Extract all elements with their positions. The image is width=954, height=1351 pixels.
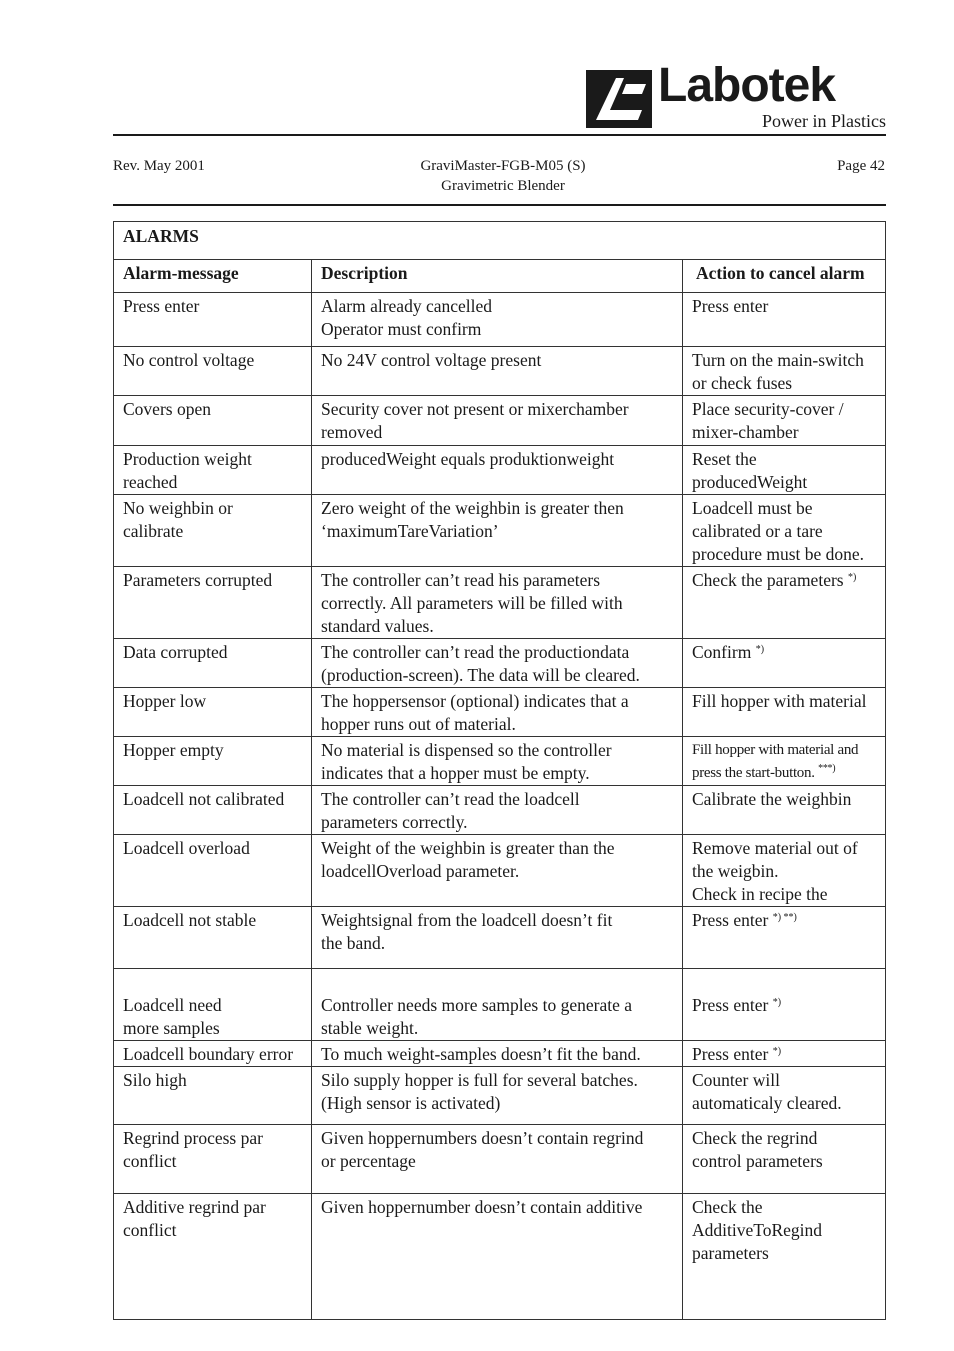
cell-line: Reset the [692, 449, 757, 469]
alarm-message-cell [114, 688, 312, 737]
cell-line: Loadcell not calibrated [123, 789, 285, 809]
cell-line: Parameters corrupted [123, 570, 273, 590]
action-cell [683, 688, 886, 737]
alarm-message-cell [114, 907, 312, 969]
alarm-message-cell [114, 347, 312, 396]
cell-line: Check the parameters *) [692, 570, 857, 590]
cell-line: (production-screen). The data will be cleared. [321, 665, 640, 685]
footnote-marker: *) [755, 644, 765, 655]
cell-line: Covers open [123, 399, 211, 419]
cell-line: Production weight [123, 449, 252, 469]
table-row [114, 1041, 886, 1067]
cell-line: press the start-button. ***) [692, 763, 836, 781]
column-header-description: Description [312, 260, 683, 293]
cell-line: conflict [123, 1151, 177, 1171]
action-cell [683, 786, 886, 835]
cell-line: Alarm already cancelled [321, 296, 493, 316]
cell-line: The controller can’t read his parameters [321, 570, 601, 590]
cell-line: Check the [692, 1197, 763, 1217]
cell-line: or check fuses [692, 373, 793, 393]
logo-tagline: Power in Plastics [762, 111, 886, 131]
alarm-message-cell [114, 639, 312, 688]
cell-line: Press enter [123, 296, 200, 316]
footnote-marker: *) [772, 1046, 782, 1057]
cell-line: (High sensor is activated) [321, 1093, 501, 1113]
description-cell [312, 495, 683, 567]
alarm-message-cell [114, 969, 312, 1041]
table-row [114, 639, 886, 688]
cell-line: Hopper low [123, 691, 207, 711]
cell-line: Given hoppernumbers doesn’t contain regrind [321, 1128, 644, 1148]
revision-date: Rev. May 2001 [113, 158, 205, 174]
cell-line: Weight of the weighbin is greater than the [321, 838, 615, 858]
cell-line: Confirm *) [692, 642, 765, 662]
cell-line: Fill hopper with material [692, 691, 867, 711]
cell-line: Security cover not present or mixerchamber [321, 399, 629, 419]
cell-line: producedWeight [692, 472, 808, 492]
alarm-message-cell [114, 495, 312, 567]
description-cell [312, 567, 683, 639]
action-cell [683, 1041, 886, 1067]
description-cell [312, 347, 683, 396]
cell-line: Hopper empty [123, 740, 224, 760]
cell-line: The controller can’t read the productiondata [321, 642, 630, 662]
cell-line: No control voltage [123, 350, 255, 370]
alarm-message-cell [114, 293, 312, 347]
description-cell [312, 969, 683, 1041]
footnote-marker: ***) [818, 763, 836, 774]
cell-line: Silo supply hopper is full for several batches. [321, 1070, 638, 1090]
cell-line: calibrate [123, 521, 184, 541]
description-cell [312, 737, 683, 786]
cell-line: AdditiveToRegind [692, 1220, 823, 1240]
description-cell [312, 639, 683, 688]
action-cell [683, 1194, 886, 1320]
cell-line: more samples [123, 1018, 220, 1038]
header-bottom-rule [113, 204, 886, 206]
cell-line: Controller needs more samples to generate a [321, 995, 633, 1015]
description-cell [312, 293, 683, 347]
footnote-marker: *) **) [772, 912, 797, 923]
alarm-message-cell [114, 1194, 312, 1320]
description-cell [312, 446, 683, 495]
action-cell [683, 969, 886, 1041]
cell-line: Press enter *) [692, 995, 782, 1015]
cell-line: the weigbin. [692, 861, 779, 881]
description-cell [312, 1041, 683, 1067]
cell-line: Remove material out of [692, 838, 858, 858]
cell-line: hopper runs out of material. [321, 714, 516, 734]
table-row [114, 786, 886, 835]
cell-line: Press enter *) **) [692, 910, 797, 930]
description-cell [312, 1067, 683, 1125]
cell-line: calibrated or a tare [692, 521, 823, 541]
cell-line: Check in recipe the [692, 884, 828, 904]
cell-line: Data corrupted [123, 642, 228, 662]
alarms-table [113, 221, 886, 1320]
table-row [114, 347, 886, 396]
cell-line [321, 971, 678, 994]
description-cell [312, 1194, 683, 1320]
cell-line: the band. [321, 933, 386, 953]
cell-line: Operator must confirm [321, 319, 482, 339]
cell-line: No weighbin or [123, 498, 233, 518]
alarm-message-cell [114, 737, 312, 786]
cell-line: producedWeight equals produktionweight [321, 449, 615, 469]
cell-line: Calibrate the weighbin [692, 789, 852, 809]
cell-line: parameters [692, 1243, 769, 1263]
table-title-row [114, 222, 886, 260]
alarm-message-cell [114, 567, 312, 639]
cell-line: conflict [123, 1220, 177, 1240]
cell-line: Check the regrind [692, 1128, 818, 1148]
cell-line: Additive regrind par [123, 1197, 266, 1217]
cell-line: Fill hopper with material and [692, 742, 859, 758]
table-row [114, 446, 886, 495]
cell-line: The controller can’t read the loadcell [321, 789, 580, 809]
cell-line: Place security-cover / [692, 399, 844, 419]
document-title: GraviMaster-FGB-M05 (S) [420, 158, 586, 174]
cell-line: control parameters [692, 1151, 823, 1171]
cell-line: Press enter *) [692, 1044, 782, 1064]
cell-line: To much weight-samples doesn’t fit the band. [321, 1044, 641, 1064]
alarm-message-cell [114, 1125, 312, 1194]
alarm-message-cell [114, 396, 312, 446]
cell-line: Silo high [123, 1070, 187, 1090]
footnote-marker: *) [847, 572, 857, 583]
table-row [114, 1067, 886, 1125]
action-cell [683, 293, 886, 347]
alarm-message-cell [114, 835, 312, 907]
cell-line: Counter will [692, 1070, 780, 1090]
cell-line: Press enter [692, 296, 769, 316]
cell-line: ‘maximumTareVariation’ [321, 521, 499, 541]
cell-line: Turn on the main-switch [692, 350, 864, 370]
column-header-alarm-message: Alarm-message [114, 260, 312, 293]
action-cell [683, 835, 886, 907]
description-cell [312, 688, 683, 737]
table-row [114, 1194, 886, 1320]
table-row [114, 969, 886, 1041]
cell-line: Loadcell need [123, 995, 222, 1015]
cell-line: Loadcell not stable [123, 910, 257, 930]
cell-line: removed [321, 422, 383, 442]
description-cell [312, 907, 683, 969]
cell-line [692, 971, 881, 994]
alarm-message-cell [114, 446, 312, 495]
cell-line: loadcellOverload parameter. [321, 861, 520, 881]
alarm-message-cell [114, 1067, 312, 1125]
cell-line: Regrind process par [123, 1128, 263, 1148]
cell-line: mixer-chamber [692, 422, 799, 442]
action-cell [683, 495, 886, 567]
action-cell [683, 639, 886, 688]
cell-line: stable weight. [321, 1018, 419, 1038]
action-cell [683, 737, 886, 786]
cell-line: indicates that a hopper must be empty. [321, 763, 590, 783]
alarm-message-cell [114, 786, 312, 835]
cell-line: automaticaly cleared. [692, 1093, 842, 1113]
cell-line: No 24V control voltage present [321, 350, 542, 370]
description-cell [312, 396, 683, 446]
action-cell [683, 347, 886, 396]
cell-line: procedure must be done. [692, 544, 865, 564]
cell-line: Weightsignal from the loadcell doesn’t fit [321, 910, 613, 930]
cell-line: correctly. All parameters will be filled with [321, 593, 623, 613]
action-cell [683, 567, 886, 639]
document-subtitle: Gravimetric Blender [441, 178, 565, 194]
cell-line: The hoppersensor (optional) indicates that a [321, 691, 629, 711]
cell-line: Given hoppernumber doesn’t contain additive [321, 1197, 643, 1217]
header-top-rule [113, 134, 886, 136]
table-row [114, 688, 886, 737]
footnote-marker: *) [772, 997, 782, 1008]
description-cell [312, 835, 683, 907]
cell-line [123, 971, 307, 994]
action-cell [683, 1125, 886, 1194]
labotek-logo-mark-icon [586, 70, 652, 128]
table-row [114, 495, 886, 567]
cell-line: Zero weight of the weighbin is greater then [321, 498, 624, 518]
cell-line: parameters correctly. [321, 812, 468, 832]
table-row [114, 835, 886, 907]
action-cell [683, 446, 886, 495]
table-header-row [114, 260, 886, 293]
cell-line: standard values. [321, 616, 434, 636]
table-row [114, 907, 886, 969]
cell-line: or percentage [321, 1151, 416, 1171]
column-header-action: Action to cancel alarm [683, 260, 886, 293]
description-cell [312, 786, 683, 835]
cell-line: Loadcell boundary error [123, 1044, 294, 1064]
labotek-logo [586, 59, 886, 132]
table-row [114, 396, 886, 446]
logo-name: Labotek [658, 59, 836, 112]
table-row [114, 567, 886, 639]
cell-line: Loadcell overload [123, 838, 250, 858]
description-cell [312, 1125, 683, 1194]
table-row [114, 737, 886, 786]
alarm-message-cell [114, 1041, 312, 1067]
table-row [114, 1125, 886, 1194]
action-cell [683, 396, 886, 446]
table-title: ALARMS [114, 222, 886, 260]
page-number: Page 42 [837, 158, 885, 174]
cell-line: No material is dispensed so the controller [321, 740, 612, 760]
action-cell [683, 1067, 886, 1125]
table-row [114, 293, 886, 347]
cell-line: reached [123, 472, 178, 492]
action-cell [683, 907, 886, 969]
cell-line: Loadcell must be [692, 498, 813, 518]
